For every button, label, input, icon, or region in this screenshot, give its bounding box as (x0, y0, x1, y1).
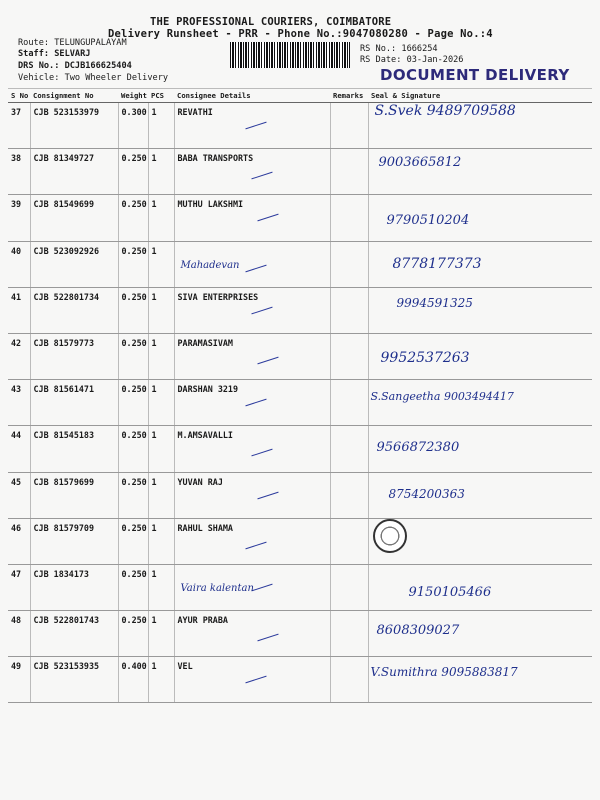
pen-tick-mark (245, 122, 266, 130)
pen-tick-mark (245, 264, 266, 272)
row-pcs: 1 (148, 657, 174, 703)
drs-number: DRS No.: DCJB166625404 (18, 61, 132, 71)
table-row (8, 333, 592, 379)
row-remarks (330, 564, 368, 610)
handwritten-signature: 9994591325 (396, 295, 473, 310)
row-pcs: 1 (148, 611, 174, 657)
row-remarks (330, 103, 368, 149)
handwritten-signature: 9952537263 (380, 349, 470, 366)
row-weight: 0.250 (118, 564, 148, 610)
row-signature (368, 611, 592, 657)
pen-tick-mark (257, 634, 278, 642)
runsheet-subtitle: Delivery Runsheet - PRR - Phone No.:9047080280 - Page No.:4 (108, 28, 493, 40)
row-weight: 0.250 (118, 426, 148, 472)
row-sno: 40 (8, 241, 30, 287)
row-consignee: SIVA ENTERPRISES (174, 287, 330, 333)
row-consignment-no: CJB 81561471 (30, 380, 118, 426)
row-pcs: 1 (148, 149, 174, 195)
row-remarks (330, 241, 368, 287)
runsheet-rows (8, 103, 592, 703)
row-consignment-no: CJB 522801743 (30, 611, 118, 657)
row-weight: 0.400 (118, 657, 148, 703)
pen-tick-mark (257, 491, 278, 499)
row-consignment-no: CJB 81549699 (30, 195, 118, 241)
row-remarks (330, 472, 368, 518)
col-sno: S No (8, 89, 30, 103)
row-pcs: 1 (148, 564, 174, 610)
runsheet-table (8, 88, 592, 703)
row-consignee: BABA TRANSPORTS (174, 149, 330, 195)
pen-tick-mark (245, 541, 266, 549)
row-pcs: 1 (148, 287, 174, 333)
row-remarks (330, 333, 368, 379)
row-signature (368, 657, 592, 703)
table-row (8, 287, 592, 333)
table-row (8, 611, 592, 657)
row-pcs: 1 (148, 241, 174, 287)
row-pcs: 1 (148, 103, 174, 149)
row-consignee: RAHUL SHAMA (174, 518, 330, 564)
row-consignee: AYUR PRABA (174, 611, 330, 657)
handwritten-signature: S.Sangeetha 9003494417 (370, 390, 514, 404)
row-consignment-no: CJB 81545183 (30, 426, 118, 472)
row-consignment-no: CJB 81579773 (30, 333, 118, 379)
row-consignment-no: CJB 81579709 (30, 518, 118, 564)
row-signature (368, 426, 592, 472)
row-sno: 44 (8, 426, 30, 472)
row-weight: 0.250 (118, 195, 148, 241)
table-row (8, 103, 592, 149)
row-signature (368, 287, 592, 333)
table-row (8, 657, 592, 703)
pen-tick-mark (245, 676, 266, 684)
col-weight: Weight (118, 89, 148, 103)
row-weight: 0.250 (118, 611, 148, 657)
row-consignment-no: CJB 523092926 (30, 241, 118, 287)
handwritten-signature: 9003665812 (378, 155, 462, 171)
row-sno: 37 (8, 103, 30, 149)
row-remarks (330, 426, 368, 472)
barcode-image (230, 42, 350, 68)
pen-tick-mark (251, 306, 272, 314)
row-consignee: MUTHU LAKSHMI (174, 195, 330, 241)
top-edge-strip (0, 0, 600, 10)
table-row (8, 241, 592, 287)
table-row (8, 380, 592, 426)
handwritten-signature: 9790510204 (386, 213, 470, 229)
row-consignment-no: CJB 81349727 (30, 149, 118, 195)
row-consignee: REVATHI (174, 103, 330, 149)
row-pcs: 1 (148, 518, 174, 564)
row-signature (368, 333, 592, 379)
row-signature (368, 472, 592, 518)
row-remarks (330, 287, 368, 333)
col-details: Consignee Details (174, 89, 330, 103)
row-signature (368, 149, 592, 195)
row-consignee: M.AMSAVALLI (174, 426, 330, 472)
handwritten-signature: V.Sumithra 9095883817 (370, 665, 518, 680)
row-weight: 0.250 (118, 333, 148, 379)
row-signature (368, 103, 592, 149)
table-row (8, 195, 592, 241)
row-signature (368, 564, 592, 610)
pen-tick-mark (251, 584, 272, 592)
row-weight: 0.250 (118, 241, 148, 287)
row-remarks (330, 149, 368, 195)
vehicle-label: Vehicle: Two Wheeler Delivery (18, 73, 169, 83)
row-sno: 38 (8, 149, 30, 195)
row-consignment-no: CJB 81579699 (30, 472, 118, 518)
rs-number: RS No.: 1666254 (360, 44, 438, 54)
row-weight: 0.250 (118, 518, 148, 564)
row-consignment-no: CJB 522801734 (30, 287, 118, 333)
row-pcs: 1 (148, 333, 174, 379)
row-sno: 48 (8, 611, 30, 657)
table-row (8, 426, 592, 472)
staff-label: Staff: SELVARJ (18, 49, 91, 59)
row-sno: 41 (8, 287, 30, 333)
row-signature (368, 195, 592, 241)
row-weight: 0.300 (118, 103, 148, 149)
table-row (8, 472, 592, 518)
row-sno: 46 (8, 518, 30, 564)
pen-tick-mark (257, 357, 278, 365)
row-consignee (174, 564, 330, 610)
pen-tick-mark (251, 449, 272, 457)
handwritten-signature: S.Svek 9489709588 (374, 103, 516, 119)
row-consignment-no: CJB 1834173 (30, 564, 118, 610)
row-signature (368, 518, 592, 564)
row-signature (368, 241, 592, 287)
company-title: THE PROFESSIONAL COURIERS, COIMBATORE (150, 16, 392, 28)
table-header-row (8, 89, 592, 103)
company-seal-stamp (373, 519, 407, 553)
handwritten-signature: 8754200363 (388, 486, 465, 501)
row-remarks (330, 657, 368, 703)
document-delivery-stamp: DOCUMENT DELIVERY (380, 66, 570, 84)
rs-date: RS Date: 03-Jan-2026 (360, 55, 464, 65)
row-pcs: 1 (148, 426, 174, 472)
handwritten-consignee: Mahadevan (180, 259, 240, 271)
col-consignment: Consignment No (30, 89, 118, 103)
table-row (8, 564, 592, 610)
table-row (8, 149, 592, 195)
handwritten-signature: 9566872380 (376, 440, 460, 456)
row-consignment-no: CJB 523153935 (30, 657, 118, 703)
row-pcs: 1 (148, 472, 174, 518)
col-remarks: Remarks (330, 89, 368, 103)
row-remarks (330, 518, 368, 564)
col-pcs: PCS (148, 89, 174, 103)
handwritten-signature: 8778177373 (392, 255, 482, 272)
row-consignee: PARAMASIVAM (174, 333, 330, 379)
row-remarks (330, 195, 368, 241)
row-weight: 0.250 (118, 472, 148, 518)
handwritten-consignee: Vaira kalentan (180, 582, 254, 594)
row-sno: 42 (8, 333, 30, 379)
col-seal: Seal & Signature (368, 89, 592, 103)
row-sno: 43 (8, 380, 30, 426)
route-label: Route: TELUNGUPALAYAM (18, 38, 127, 48)
pen-tick-mark (245, 399, 266, 407)
row-sno: 47 (8, 564, 30, 610)
row-sno: 39 (8, 195, 30, 241)
row-consignee (174, 241, 330, 287)
row-weight: 0.250 (118, 149, 148, 195)
row-sno: 49 (8, 657, 30, 703)
table-row (8, 518, 592, 564)
handwritten-signature: 8608309027 (376, 623, 460, 639)
row-pcs: 1 (148, 380, 174, 426)
row-pcs: 1 (148, 195, 174, 241)
row-consignee: DARSHAN 3219 (174, 380, 330, 426)
row-weight: 0.250 (118, 287, 148, 333)
row-weight: 0.250 (118, 380, 148, 426)
row-remarks (330, 380, 368, 426)
pen-tick-mark (251, 172, 272, 180)
row-remarks (330, 611, 368, 657)
handwritten-signature: 9150105466 (408, 584, 492, 600)
pen-tick-mark (257, 214, 278, 222)
row-consignee: VEL (174, 657, 330, 703)
row-consignment-no: CJB 523153979 (30, 103, 118, 149)
row-consignee: YUVAN RAJ (174, 472, 330, 518)
row-signature (368, 380, 592, 426)
row-sno: 45 (8, 472, 30, 518)
